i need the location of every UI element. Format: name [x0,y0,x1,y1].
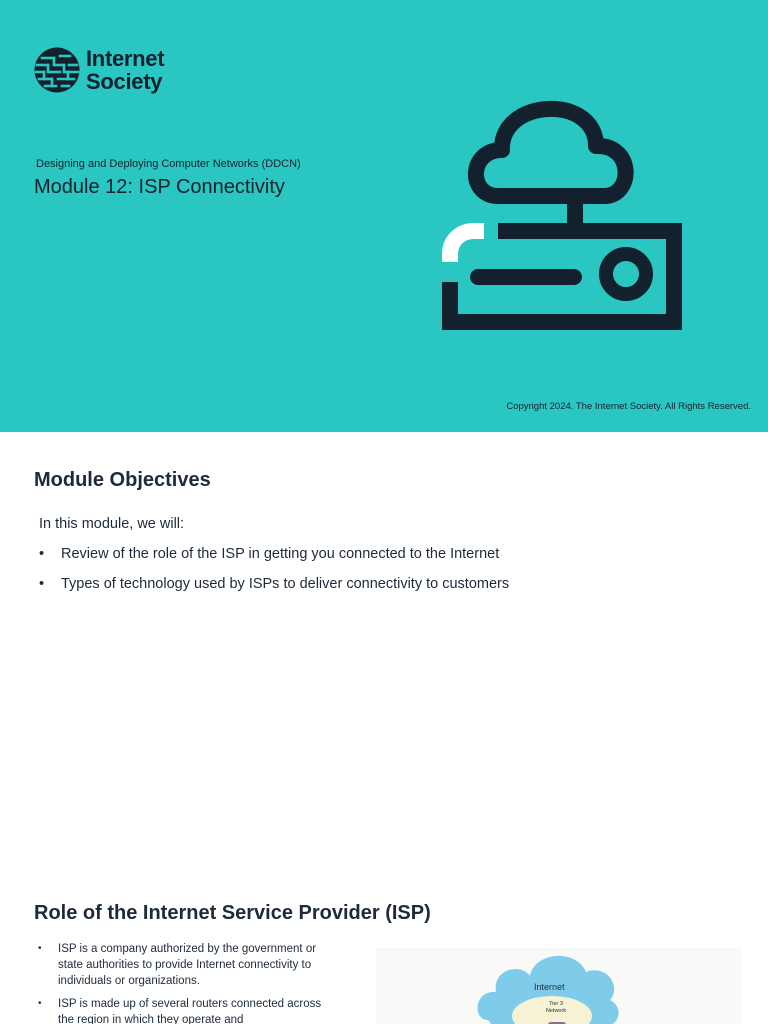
cloud-router-icon [438,88,690,338]
list-item [38,941,338,989]
course-name: Designing and Deploying Computer Networks (DDCN) [36,158,301,170]
role-list [38,941,338,1024]
list-item [38,996,338,1024]
network-diagram [376,948,742,1024]
bullet-icon: • [38,998,42,1009]
objectives-heading: Module Objectives [34,469,211,491]
title-slide [0,0,768,432]
tier-label: Tier 3 Network [545,1001,567,1014]
cloud-label: Internet [534,982,565,992]
logo-line-2: Society [86,69,163,94]
objectives-slide [0,432,768,864]
module-title: Module 12: ISP Connectivity [34,176,285,198]
internet-society-logo [34,46,164,94]
role-heading: Role of the Internet Service Provider (ISP) [34,902,431,924]
logo-wordmark [86,47,164,93]
objective-text: Types of technology used by ISPs to deliver connectivity to customers [61,576,510,592]
bullet-icon: • [39,546,45,562]
role-text: ISP is made up of several routers connected across the region in which they operate and [58,998,322,1024]
bullet-icon: • [38,943,42,954]
copyright-notice: Copyright 2024. The Internet Society. All Rights Reserved. [506,401,751,412]
role-slide [0,864,768,1024]
objective-text: Review of the role of the ISP in getting you connected to the Internet [61,546,500,562]
list-item [39,545,509,575]
objectives-intro: In this module, we will: [39,516,185,532]
bullet-icon: • [39,576,45,592]
list-item [39,575,509,605]
objectives-list [39,545,509,605]
logo-line-1: Internet [86,46,165,71]
role-text: ISP is a company authorized by the government or state authorities to provide Internet connectivity to individuals or organizations. [58,943,317,987]
globe-logo-icon [34,46,80,94]
